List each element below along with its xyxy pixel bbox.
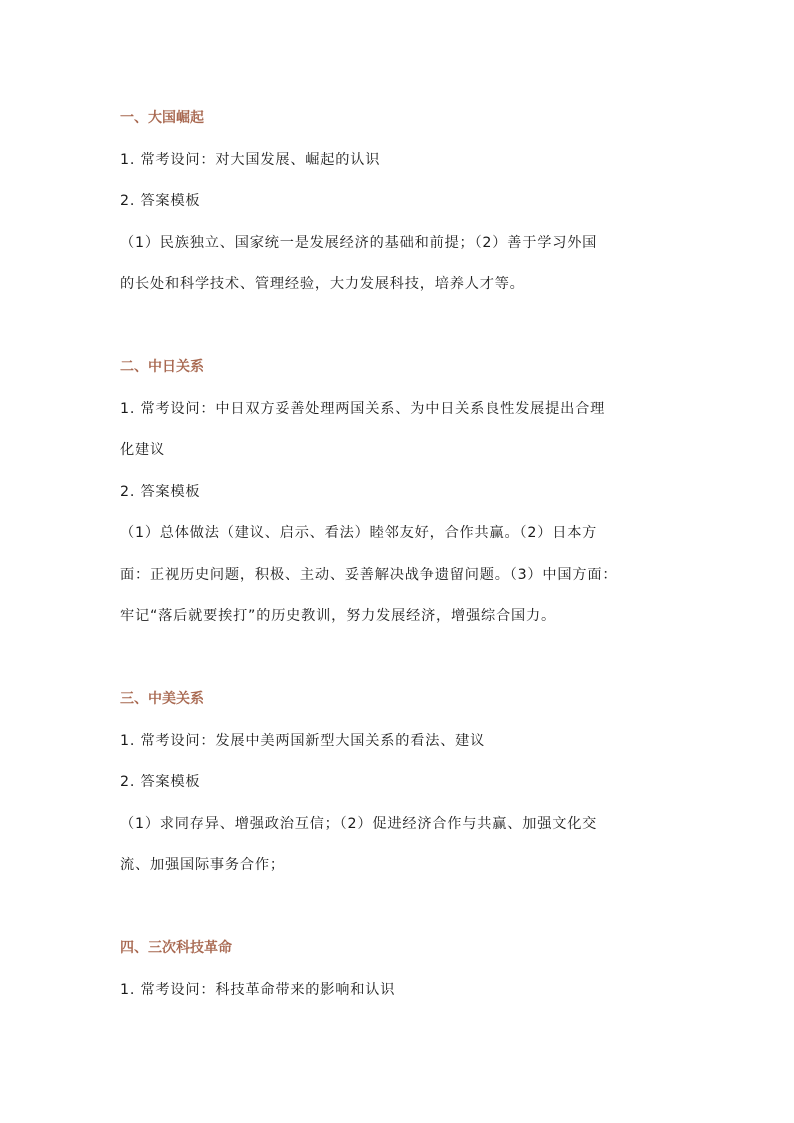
section-3-line-3: （1）求同存异、增强政治互信；（2）促进经济合作与共赢、加强文化交 [120, 816, 598, 832]
section-2-line-2: 化建议 [120, 442, 165, 458]
section-2-line-6: 牢记“落后就要挨打”的历史教训，努力发展经济，增强综合国力。 [120, 608, 556, 624]
section-4-line-1: 1. 常考设问：科技革命带来的影响和认识 [120, 982, 396, 998]
section-2-line-4: （1）总体做法（建议、启示、看法）睦邻友好，合作共赢。（2）日本方 [120, 525, 598, 541]
section-3-line-4: 流、加强国际事务合作； [120, 857, 285, 873]
section-1-line-4: 的长处和科学技术、管理经验，大力发展科技，培养人才等。 [120, 276, 525, 292]
section-heading-1: 一、大国崛起 [120, 110, 204, 126]
section-heading-4: 四、三次科技革命 [120, 940, 232, 956]
section-2-line-3: 2. 答案模板 [120, 484, 201, 500]
section-2-line-1: 1. 常考设问：中日双方妥善处理两国关系、为中日关系良性发展提出合理 [120, 401, 606, 417]
section-heading-2: 二、中日关系 [120, 359, 204, 375]
section-1-line-1: 1. 常考设问：对大国发展、崛起的认识 [120, 152, 381, 168]
section-heading-3: 三、中美关系 [120, 691, 204, 707]
section-3-line-1: 1. 常考设问：发展中美两国新型大国关系的看法、建议 [120, 733, 486, 749]
section-3-line-2: 2. 答案模板 [120, 774, 201, 790]
section-2-line-5: 面：正视历史问题，积极、主动、妥善解决战争遗留问题。（3）中国方面： [120, 567, 618, 583]
section-1-line-3: （1）民族独立、国家统一是发展经济的基础和前提；（2）善于学习外国 [120, 235, 598, 251]
section-1-line-2: 2. 答案模板 [120, 193, 201, 209]
